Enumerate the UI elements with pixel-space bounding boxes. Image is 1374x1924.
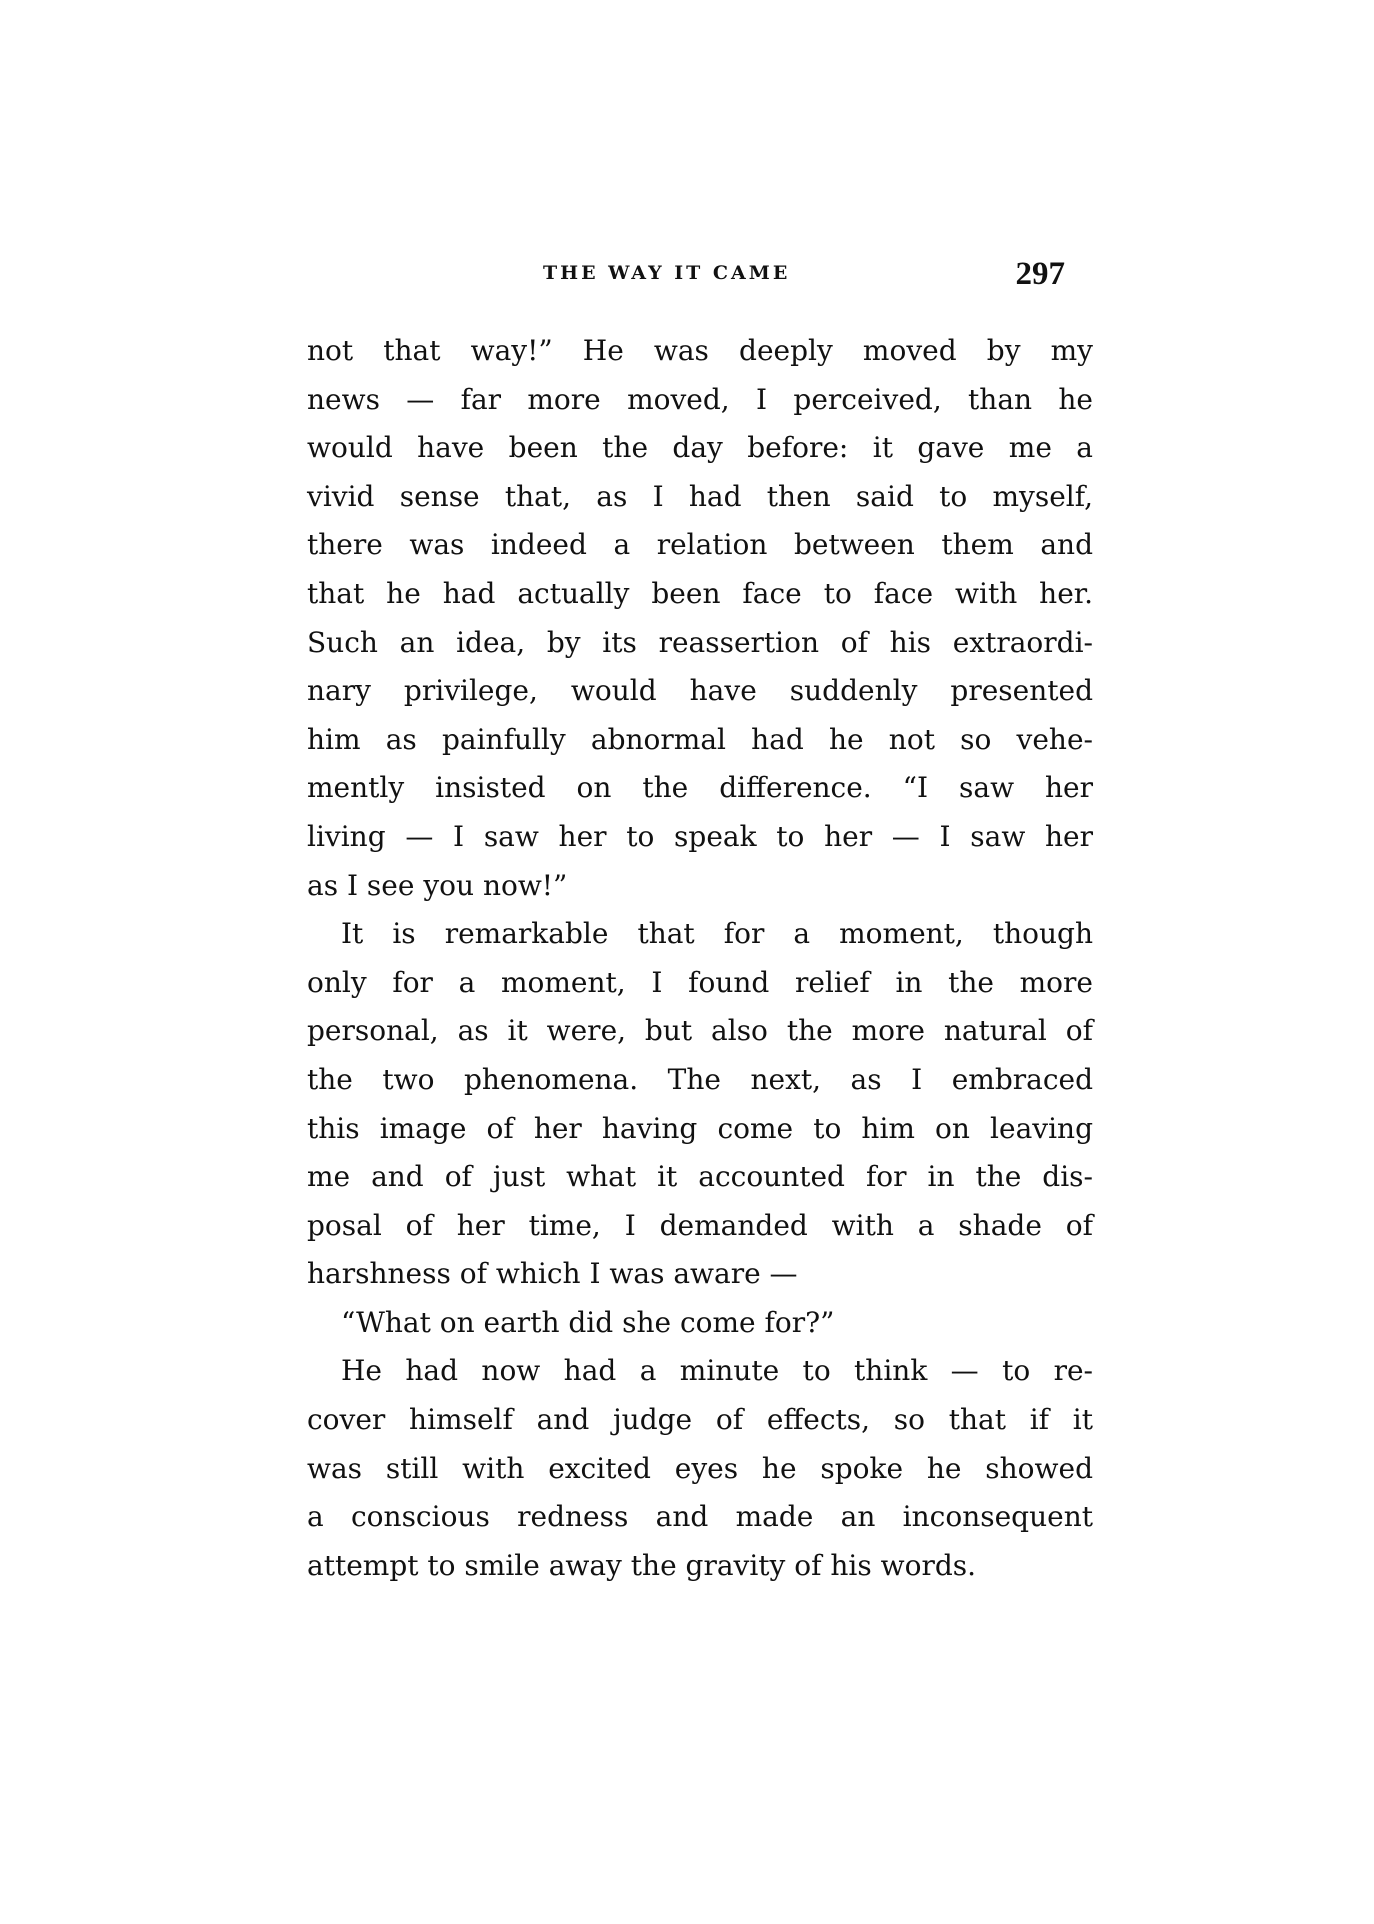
text-line: Such an idea, by its reassertion of his extraordi- [307, 625, 1093, 659]
running-title: THE WAY IT CAME [543, 262, 791, 284]
body-text [307, 327, 1093, 1590]
text-line: mently insisted on the difference. “I saw her [307, 771, 1093, 805]
text-line: a conscious redness and made an inconsequent [307, 1500, 1093, 1534]
text-line: posal of her time, I demanded with a shade of [307, 1208, 1093, 1242]
text-line: not that way!” He was deeply moved by my [307, 334, 1093, 367]
text-line: personal, as it were, but also the more natural of [307, 1014, 1093, 1048]
running-head [305, 256, 1095, 296]
text-line: there was indeed a relation between them and [307, 528, 1093, 562]
paragraph-start-line: He had now had a minute to think — to re- [341, 1354, 1093, 1388]
page-number: 297 [1015, 256, 1065, 292]
text-line: as I see you now!” [307, 868, 568, 902]
paragraph-start-line: It is remarkable that for a moment, though [341, 917, 1093, 951]
text-line: would have been the day before: it gave me a [307, 431, 1093, 465]
text-line: was still with excited eyes he spoke he showed [307, 1451, 1093, 1485]
text-line: this image of her having come to him on leaving [307, 1111, 1093, 1145]
text-line: harshness of which I was aware — [307, 1257, 798, 1291]
text-line: him as painfully abnormal had he not so vehe- [307, 722, 1093, 756]
text-line: me and of just what it accounted for in the dis- [307, 1160, 1093, 1194]
dialogue-line: “What on earth did she come for?” [341, 1305, 835, 1339]
text-line: the two phenomena. The next, as I embraced [307, 1062, 1093, 1096]
text-line: attempt to smile away the gravity of his words. [307, 1548, 977, 1582]
text-line: nary privilege, would have suddenly presented [307, 674, 1093, 708]
text-line: that he had actually been face to face with her. [307, 576, 1093, 610]
text-line: vivid sense that, as I had then said to myself, [307, 479, 1093, 513]
text-line: living — I saw her to speak to her — I saw her [307, 819, 1093, 853]
text-line: cover himself and judge of effects, so that if it [307, 1403, 1093, 1437]
text-line: news — far more moved, I perceived, than he [307, 382, 1093, 416]
text-line: only for a moment, I found relief in the more [307, 965, 1093, 999]
